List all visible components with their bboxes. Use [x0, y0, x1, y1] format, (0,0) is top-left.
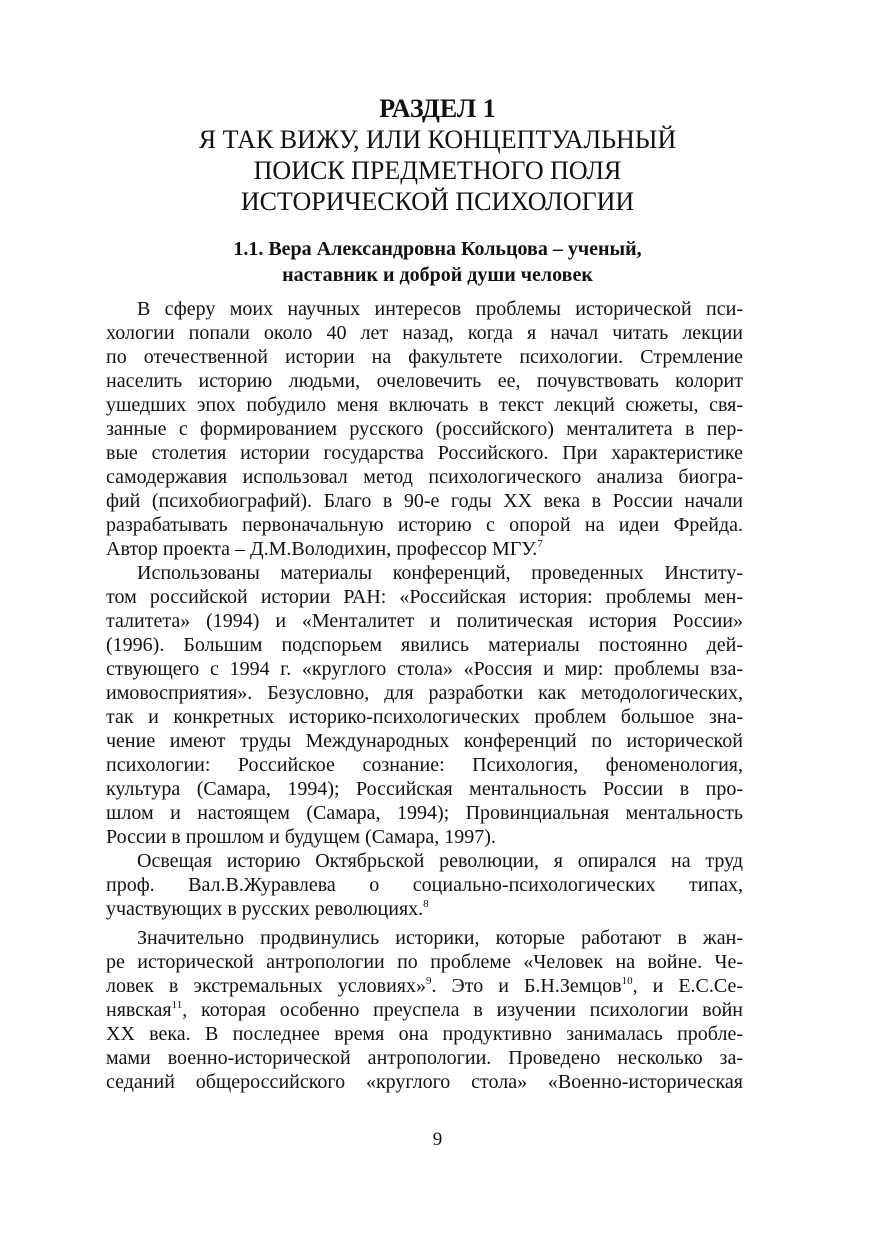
text-fragment: участвующих в русских революциях.: [106, 898, 424, 920]
text-line: Освещая историю Октябрьской революции, я опирался на труд: [137, 850, 743, 872]
text-line: населить историю людьми, очеловечить ее, почувствовать колорит: [106, 370, 743, 392]
subsection-title-line: наставник и доброй души человек: [282, 264, 593, 286]
footnote-ref: 8: [423, 898, 429, 910]
section-title-line: Я ТАК ВИЖУ, ИЛИ КОНЦЕПТУАЛЬНЫЙ: [198, 125, 677, 154]
text-fragment: , которая особенно преуспела в изучении психологии войн: [182, 999, 743, 1021]
paragraph: [106, 561, 743, 849]
text-line: [106, 537, 743, 561]
text-fragment: , и Е.С.Се-: [632, 975, 744, 997]
text-line: культура (Самара, 1994); Российская ментальность России в про-: [106, 778, 743, 800]
text-line: хологии попали около 40 лет назад, когда я начал читать лекции: [106, 322, 743, 344]
text-fragment: нявская: [106, 999, 172, 1021]
text-fragment: Автор проекта – Д.М.Володихин, профессор МГУ.: [106, 538, 538, 560]
text-line: том российской истории РАН: «Российская история: проблемы мен-: [106, 586, 743, 608]
text-line: [106, 998, 743, 1022]
text-line: по отечественной истории на факультете психологии. Стремление: [106, 346, 743, 368]
text-line: Значительно продвинулись историки, которые работают в жан-: [137, 927, 743, 949]
text-fragment: . Это и Б.Н.Земцов: [431, 975, 622, 997]
section-label: РАЗДЕЛ 1: [379, 94, 496, 123]
section-title-line: ИСТОРИЧЕСКОЙ ПСИХОЛОГИИ: [240, 187, 635, 216]
text-line: чение имеют труды Международных конференций по исторической: [106, 730, 743, 752]
text-line: ре исторической антропологии по проблеме «Человек на войне. Че-: [106, 951, 743, 973]
page-number: 9: [432, 1129, 443, 1150]
text-line: XX века. В последнее время она продуктивно занималась пробле-: [106, 1023, 743, 1045]
footnote-ref: 7: [537, 538, 543, 550]
paragraph: [106, 849, 743, 921]
text-line: вые столетия истории государства Российского. При характеристике: [106, 442, 743, 464]
paragraph: [106, 926, 743, 1094]
footnote-ref: 11: [171, 999, 183, 1011]
text-line: В сферу моих научных интересов проблемы исторической пси-: [137, 298, 743, 320]
text-line: разрабатывать первоначальную историю с опорой на идеи Фрейда.: [106, 514, 743, 536]
text-line: фий (психобиографий). Благо в 90-е годы XX века в России начали: [106, 490, 743, 512]
text-line: [106, 974, 743, 998]
footnote-ref: 9: [425, 975, 432, 987]
text-line: психологии: Российское сознание: Психология, феноменология,: [106, 754, 743, 776]
text-line: (1996). Большим подспорьем явились материалы постоянно дей-: [106, 634, 743, 656]
text-line: занные с формированием русского (российского) менталитета в пер-: [106, 418, 743, 440]
text-line: шлом и настоящем (Самара, 1994); Провинциальная ментальность: [106, 802, 743, 824]
text-line: России в прошлом и будущем (Самара, 1997).: [106, 826, 496, 848]
text-line: Использованы материалы конференций, проведенных Институ-: [137, 562, 743, 584]
subsection-title-line: 1.1. Вера Александровна Кольцова – ученый,: [233, 238, 642, 260]
body-text: [106, 297, 743, 1094]
text-line: седаний общероссийского «круглого стола» «Военно-историческая: [106, 1071, 743, 1093]
text-line: мами военно-исторической антропологии. Проведено несколько за-: [106, 1047, 743, 1069]
footnote-ref: 10: [621, 975, 633, 987]
text-fragment: ловек в экстремальных условиях»: [106, 975, 426, 997]
subsection-heading: [0, 236, 875, 288]
paragraph: [106, 297, 743, 561]
text-line: талитета» (1994) и «Менталитет и политическая история России»: [106, 610, 743, 632]
text-line: [106, 897, 743, 921]
text-line: проф. Вал.В.Журавлева о социально-психологических типах,: [106, 874, 743, 896]
text-line: ствующего с 1994 г. «круглого стола» «Россия и мир: проблемы вза-: [106, 658, 743, 680]
section-heading: [0, 94, 875, 217]
text-line: имовосприятия». Безусловно, для разработки как методологических,: [106, 682, 743, 704]
section-title-line: ПОИСК ПРЕДМЕТНОГО ПОЛЯ: [253, 156, 622, 185]
text-line: ушедших эпох побудило меня включать в текст лекций сюжеты, свя-: [106, 394, 743, 416]
text-line: так и конкретных историко-психологических проблем большое зна-: [106, 706, 743, 728]
text-line: самодержавия использовал метод психологического анализа биогра-: [106, 466, 743, 488]
